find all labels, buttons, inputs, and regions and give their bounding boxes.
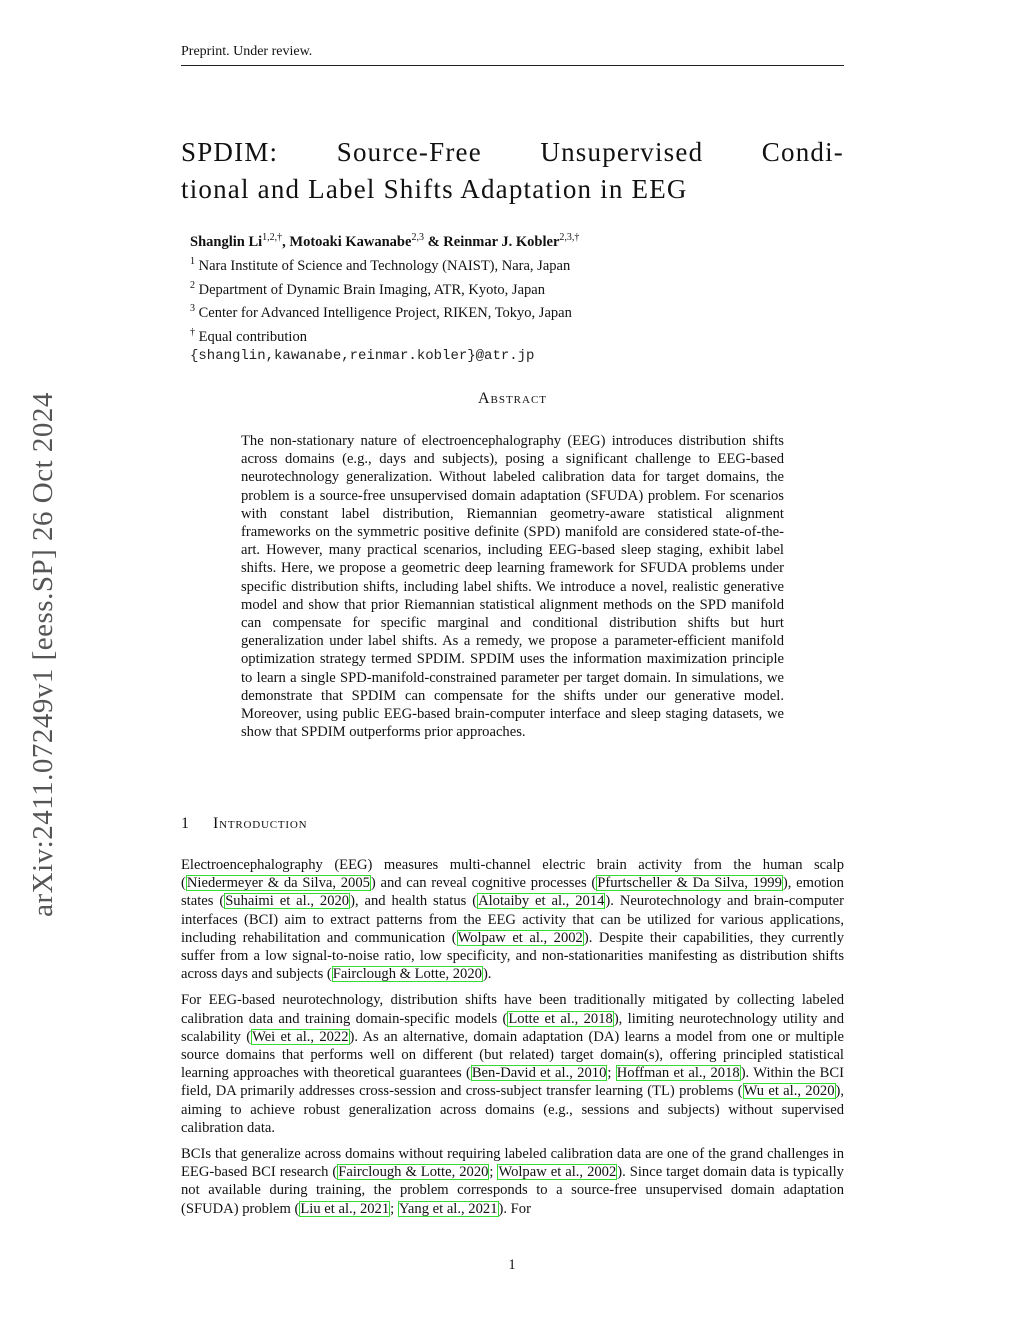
text-run: ). Neurotechnology and brain-computer interfaces (BCI) aim to extract patterns from the EEG activity that can be utilized for various applications, including rehabilitation and communication ( [181,893,844,946]
citation-link[interactable]: Wu et al., 2020 [743,1083,835,1100]
paragraph [181,1145,844,1218]
title-line-2: tional and Label Shifts Adaptation in EEG [181,174,688,204]
author-name: Motoaki Kawanabe [289,233,412,250]
paper-title [181,134,844,208]
text-run: BCIs that generalize across domains without requiring labeled calibration data are one of the grand challenges in EEG-based BCI research ( [181,1146,844,1181]
body-text [181,856,844,1226]
affiliation-mark: 1 [190,255,195,267]
author-name: Reinmar J. Kobler [443,233,560,250]
text-run: Electroencephalography (EEG) measures multi-channel electric brain activity from the human scalp ( [181,857,844,892]
affiliation-line [190,252,830,276]
affiliation-mark: † [190,327,195,339]
header-rule [181,65,844,66]
author-names [190,228,830,252]
text-run: ). Since target domain data is typically not available during training, the problem corresponds to a source-free unsupervised domain adaptation (SFUDA) problem ( [181,1164,844,1217]
author-email[interactable]: {shanglin,kawanabe,reinmar.kobler}@atr.jp [190,348,535,365]
citation-link[interactable]: Wei et al., 2022 [252,1028,349,1045]
section-number: 1 [181,815,190,832]
page-number: 1 [508,1257,516,1273]
text-run: ; [390,1200,398,1217]
affiliation-line [190,276,830,300]
text-run: ), emotion states ( [181,875,844,910]
citation-link[interactable]: Suhaimi et al., 2020 [225,893,350,910]
citation-link[interactable]: Fairclough & Lotte, 2020 [338,1164,489,1181]
abstract-heading-text: Abstract [477,390,548,407]
citation-link[interactable]: Lotte et al., 2018 [508,1010,613,1027]
paragraph [181,991,844,1137]
citation-link[interactable]: Fairclough & Lotte, 2020 [332,966,482,983]
text-run: ). For [498,1200,531,1217]
citation-link[interactable]: Hoffman et al., 2018 [616,1065,740,1082]
section-heading [181,815,307,833]
citation-link[interactable]: Niedermeyer & da Silva, 2005 [186,875,370,892]
arxiv-sidebar-stamp [18,352,68,957]
author-name: Shanglin Li [190,233,263,250]
text-run: ), limiting neurotechnology utility and scalability ( [181,1010,844,1045]
citation-link[interactable]: Wolpaw et al., 2002 [457,929,583,946]
text-run: ). As an alternative, domain adaptation (DA) learns a model from one or multiple source domains that performs well on different (but related) target domain(s), offering principled statistical learning approaches with theoretical guarantees ( [181,1028,844,1082]
text-run: ), aiming to achieve robust generalization across domains (e.g., sessions and subjects) without supervised calibration data. [181,1083,845,1136]
citation-link[interactable]: Liu et al., 2021 [300,1200,390,1217]
citation-link[interactable]: Alotaiby et al., 2014 [478,893,605,910]
abstract-heading [181,390,844,408]
affiliation-text: Department of Dynamic Brain Imaging, ATR, Kyoto, Japan [198,281,545,298]
affiliation-mark: 3 [190,303,195,315]
text-run: ) and can reveal cognitive processes ( [370,875,597,892]
running-header: Preprint. Under review. [181,44,313,59]
arxiv-identifier[interactable]: arXiv:2411.07249v1 [eess.SP] 26 Oct 2024 [26,392,59,917]
citation-link[interactable]: Yang et al., 2021 [398,1200,498,1217]
text-run: ). [482,966,492,983]
author-separator: , [282,233,290,250]
affiliation-text: Center for Advanced Intelligence Project, RIKEN, Tokyo, Japan [198,305,572,322]
author-block [190,228,830,366]
author-affiliation-mark: 2,3 [411,232,424,243]
abstract-text: The non-stationary nature of electroencephalography (EEG) introduces distribution shifts across domains (e.g., days and subjects), posing a significant challenge to EEG-based neurotechnology generalization. Without labeled calibration data for target domains, the problem is a source-free unsupervised domain adaptation (SFUDA) problem. For scenarios with constant label distribution, Riemannian geometry-aware statistical alignment frameworks on the symmetric positive definite (SPD) manifold are considered state-of-the-art. However, many practical scenarios, including EEG-based sleep staging, exhibit label shifts. Here, we propose a geometric deep learning framework for SFUDA problems under specific distribution shifts, including label shifts. We introduce a novel, realistic generative model and show that prior Riemannian statistical alignment methods on the SPD manifold can compensate for specific marginal and conditional distribution shifts but hurt generalization under label shifts. As a remedy, we propose a parameter-efficient manifold optimization strategy termed SPDIM. SPDIM uses the information maximization principle to learn a single SPD-manifold-constrained parameter per target domain. In simulations, we demonstrate that SPDIM can compensate for the shifts under our generative model. Moreover, using public EEG-based brain-computer interface and sleep staging datasets, we show that SPDIM outperforms prior approaches. [241,433,784,741]
text-run: ; [489,1164,498,1181]
affiliation-text: Equal contribution [198,329,307,346]
citation-link[interactable]: Wolpaw et al., 2002 [498,1164,617,1181]
affiliation-line [190,323,830,347]
text-run: ). Despite their capabilities, they currently suffer from a low signal-to-noise ratio, low specificity, and non-stationarities manifesting as distribution shifts across days and subjects ( [181,929,844,983]
text-run: ). Within the BCI field, DA primarily addresses cross-session and cross-subject transfer learning (TL) problems ( [181,1065,844,1100]
citation-link[interactable]: Pfurtscheller & Da Silva, 1999 [597,875,782,892]
affiliation-text: Nara Institute of Science and Technology (NAIST), Nara, Japan [198,257,571,274]
paragraph [181,856,844,983]
text-run: ), and health status ( [350,893,478,910]
text-run: For EEG-based neurotechnology, distribution shifts have been traditionally mitigated by collecting labeled calibration data and training domain-specific models ( [181,992,844,1027]
title-line-1: SPDIM: Source-Free Unsupervised Condi- [181,137,844,167]
affiliation-line [190,299,830,323]
text-run: ; [607,1065,616,1082]
section-title: Introduction [213,815,308,832]
author-separator: & [423,233,444,250]
affiliation-mark: 2 [190,279,195,291]
author-affiliation-mark: 1,2,† [262,232,283,243]
author-affiliation-mark: 2,3,† [559,232,580,243]
citation-link[interactable]: Ben-David et al., 2010 [471,1065,607,1082]
